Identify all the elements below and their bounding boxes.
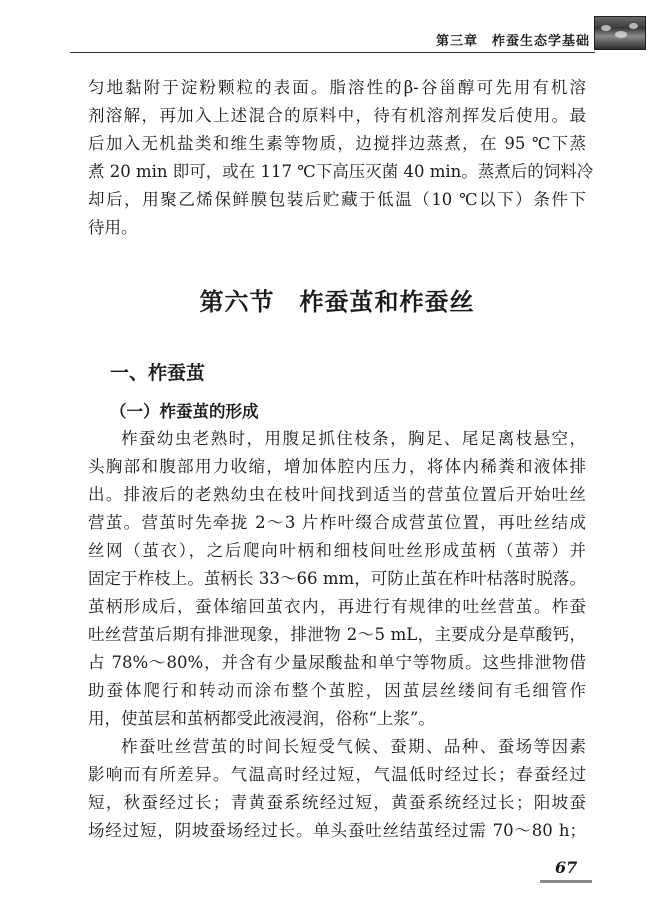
text-line: 煮 20 min 即可，或在 117 ℃下高压灭菌 40 min。蒸煮后的饲料冷 [88,162,594,181]
section-title: 第六节 柞蚕茧和柞蚕丝 [199,287,475,316]
paragraph-top [88,74,594,242]
chapter-title: 柞蚕生态学基础 [491,34,590,49]
running-header [70,30,590,50]
page-number: 67 [555,858,578,877]
text-line: 茧柄形成后，蚕体缩回茧衣内，再进行有规律的吐丝营茧。柞蚕 [88,597,586,616]
text-line: 影响而有所差异。气温高时经过短，气温低时经过长；春蚕经过 [88,765,586,784]
header-thumbnail-image [594,16,646,50]
text-line: 头胸部和腹部用力收缩，增加体腔内压力，将体内稀粪和液体排 [88,457,586,476]
text-line: 短，秋蚕经过长；青黄蚕系统经过短，黄蚕系统经过长；阳坡蚕 [88,793,586,812]
text-line: 待用。 [88,218,138,237]
text-line: 固定于柞枝上。茧柄长 33～66 mm，可防止茧在柞叶枯落时脱落。 [88,569,586,588]
text-line: 吐丝营茧后期有排泄现象，排泄物 2～5 mL，主要成分是草酸钙， [88,625,586,644]
chapter-label: 第三章 [435,34,478,49]
text-line: 出。排液后的老熟幼虫在枝叶间找到适当的营茧位置后开始吐丝 [88,485,586,504]
text-line: 场经过短，阴坡蚕场经过长。单头蚕吐丝结茧经过需 70～80 h； [88,821,586,840]
text-line: 却后，用聚乙烯保鲜膜包装后贮藏于低温（10 ℃以下）条件下 [88,190,586,209]
footer-rule [540,880,592,883]
text-line: 营茧。营茧时先牵拢 2～3 片柞叶缀合成营茧位置，再吐丝结成 [88,513,586,532]
text-line: 匀地黏附于淀粉颗粒的表面。脂溶性的β-谷甾醇可先用有机溶 [88,78,586,97]
heading-level-1: 一、柞蚕茧 [110,362,206,384]
text-line: 丝网（茧衣），之后爬向叶柄和细枝间吐丝形成茧柄（茧蒂）并 [88,541,586,560]
text-line: 用，使茧层和茧柄都受此液浸润，俗称“上浆”。 [88,709,435,728]
text-line: 柞蚕幼虫老熟时，用腹足抓住枝条，胸足、尾足离枝悬空， [121,429,586,448]
text-line: 柞蚕吐丝营茧的时间长短受气候、蚕期、品种、蚕场等因素 [121,737,586,756]
text-line: 后加入无机盐类和维生素等物质，边搅拌边蒸煮，在 95 ℃下蒸 [88,134,586,153]
paragraph-spinning-time [88,733,586,845]
paragraph-cocoon-formation [88,425,586,733]
text-line: 助蚕体爬行和转动而涂布整个茧腔，因茧层丝缕间有毛细管作 [88,681,586,700]
heading-level-2: （一）柞蚕茧的形成 [110,402,259,421]
text-line: 剂溶解，再加入上述混合的原料中，待有机溶剂挥发后使用。最 [88,106,586,125]
text-line: 占 78%～80%，并含有少量尿酸盐和单宁等物质。这些排泄物借 [88,653,586,672]
header-rule [70,52,595,53]
